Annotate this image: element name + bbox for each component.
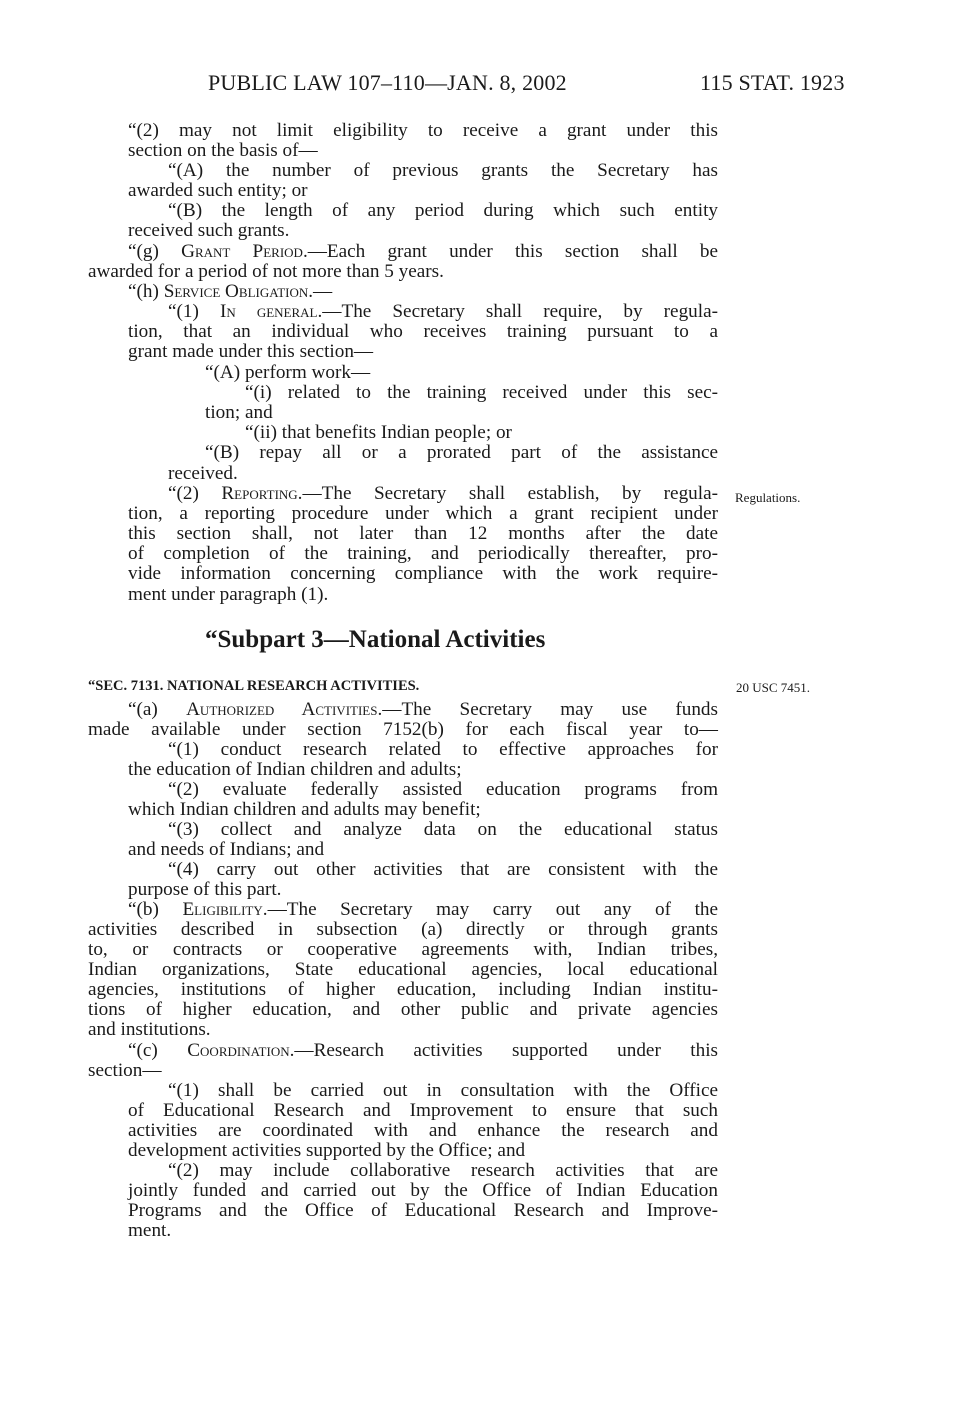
text-run: “(b) [128,899,183,920]
text-line: development activities supported by the Office; and [128,1140,526,1161]
text-run: .— [308,281,333,302]
text-line: tion, that an individual who receives training pursuant to a [128,321,718,342]
text-line: which Indian children and adults may benefit; [128,799,481,820]
text-line: tion, a reporting procedure under which a grant recipient under [128,503,718,524]
text-line: “(A) the number of previous grants the Secretary has [168,160,718,181]
text-line: to, or contracts or cooperative agreements with, Indian tribes, [88,939,718,960]
text-run: .—Each grant under this section shall be [302,241,718,262]
text-line: of completion of the training, and periodically thereafter, pro- [128,543,718,564]
text-line: this section shall, not later than 12 months after the date [128,523,718,544]
text-line: received. [168,463,238,484]
text-run: “(2) [168,483,222,504]
text-line: “(2) may not limit eligibility to receive a grant under this [128,120,718,141]
text-line: “(4) carry out other activities that are consistent with the [168,859,718,880]
subpart-title: “Subpart 3—National Activities [205,626,546,653]
subsection-heading: Eligibility [182,899,263,920]
text-line: awarded such entity; or [128,180,308,201]
text-line: made available under section 7152(b) for each fiscal year to— [88,719,718,740]
margin-note-usc: 20 USC 7451. [736,680,811,695]
text-line: “(2) may include collaborative research activities that are [168,1160,718,1181]
text-line [128,242,718,262]
text-line: activities are coordinated with and enhance the research and [128,1120,718,1141]
text-run: “(a) [128,699,187,720]
text-line: and institutions. [88,1019,211,1040]
text-line: ment. [128,1220,172,1241]
text-line: “(ii) that benefits Indian people; or [245,422,512,443]
text-line [168,302,718,322]
text-line: vide information concerning compliance with the work require- [128,563,718,584]
paragraph-heading: In general [219,301,318,322]
text-line: “(B) the length of any period during which such entity [168,200,718,221]
text-run: “(g) [128,241,182,262]
text-line [128,1041,718,1061]
text-line: “(2) evaluate federally assisted education programs from [168,779,718,800]
running-header-left: PUBLIC LAW 107–110—JAN. 8, 2002 [208,70,567,95]
text-line: awarded for a period of not more than 5 years. [88,261,444,282]
text-line: “(3) collect and analyze data on the educational status [168,819,718,840]
text-line: activities described in subsection (a) directly or through grants [88,919,718,940]
text-line: section— [88,1060,162,1081]
text-line: “(1) shall be carried out in consultation with the Office [168,1080,718,1101]
text-line [128,900,718,920]
text-run: “(h) [128,281,164,302]
text-line [168,484,718,504]
text-line: “(B) repay all or a prorated part of the assistance [205,442,718,463]
text-line [128,282,332,302]
text-line [128,700,718,720]
text-run: .—The Secretary shall establish, by regula- [297,483,718,504]
text-line: and needs of Indians; and [128,839,325,860]
text-line: Programs and the Office of Educational Research and Improve- [128,1200,718,1221]
paragraph-heading: Reporting [221,483,298,504]
text-line: “(1) conduct research related to effective approaches for [168,739,718,760]
text-run: .—The Secretary shall require, by regula- [317,301,719,322]
subsection-heading: Coordination [187,1040,290,1061]
text-line: received such grants. [128,220,290,241]
text-line: of Educational Research and Improvement to ensure that such [128,1100,718,1121]
margin-note-regulations: Regulations. [735,490,801,505]
subsection-heading: Authorized Activities [186,699,378,720]
text-line: tion; and [205,402,273,423]
text-line: ment under paragraph (1). [128,584,329,605]
text-run: “(1) [168,301,220,322]
text-line: purpose of this part. [128,879,282,900]
text-run: .—The Secretary may use funds [377,699,718,720]
text-line: Indian organizations, State educational agencies, local educational [88,959,718,980]
section-heading: “SEC. 7131. NATIONAL RESEARCH ACTIVITIES. [88,678,420,694]
text-line: “(i) related to the training received under this sec- [245,382,718,403]
text-line: grant made under this section— [128,341,374,362]
text-run: .—Research activities supported under this [289,1040,718,1061]
text-line: tions of higher education, and other public and private agencies [88,999,718,1020]
text-line: jointly funded and carried out by the Office of Indian Education [128,1180,718,1201]
text-line: section on the basis of— [128,140,318,161]
text-run: “(c) [128,1040,188,1061]
running-header-right: 115 STAT. 1923 [700,70,845,95]
subsection-heading: Service Obligation [163,281,309,302]
text-line: “(A) perform work— [205,362,371,383]
subsection-heading: Grant Period [181,241,303,262]
text-run: .—The Secretary may carry out any of the [262,899,719,920]
text-line: the education of Indian children and adults; [128,759,462,780]
text-line: agencies, institutions of higher education, including Indian institu- [88,979,718,1000]
